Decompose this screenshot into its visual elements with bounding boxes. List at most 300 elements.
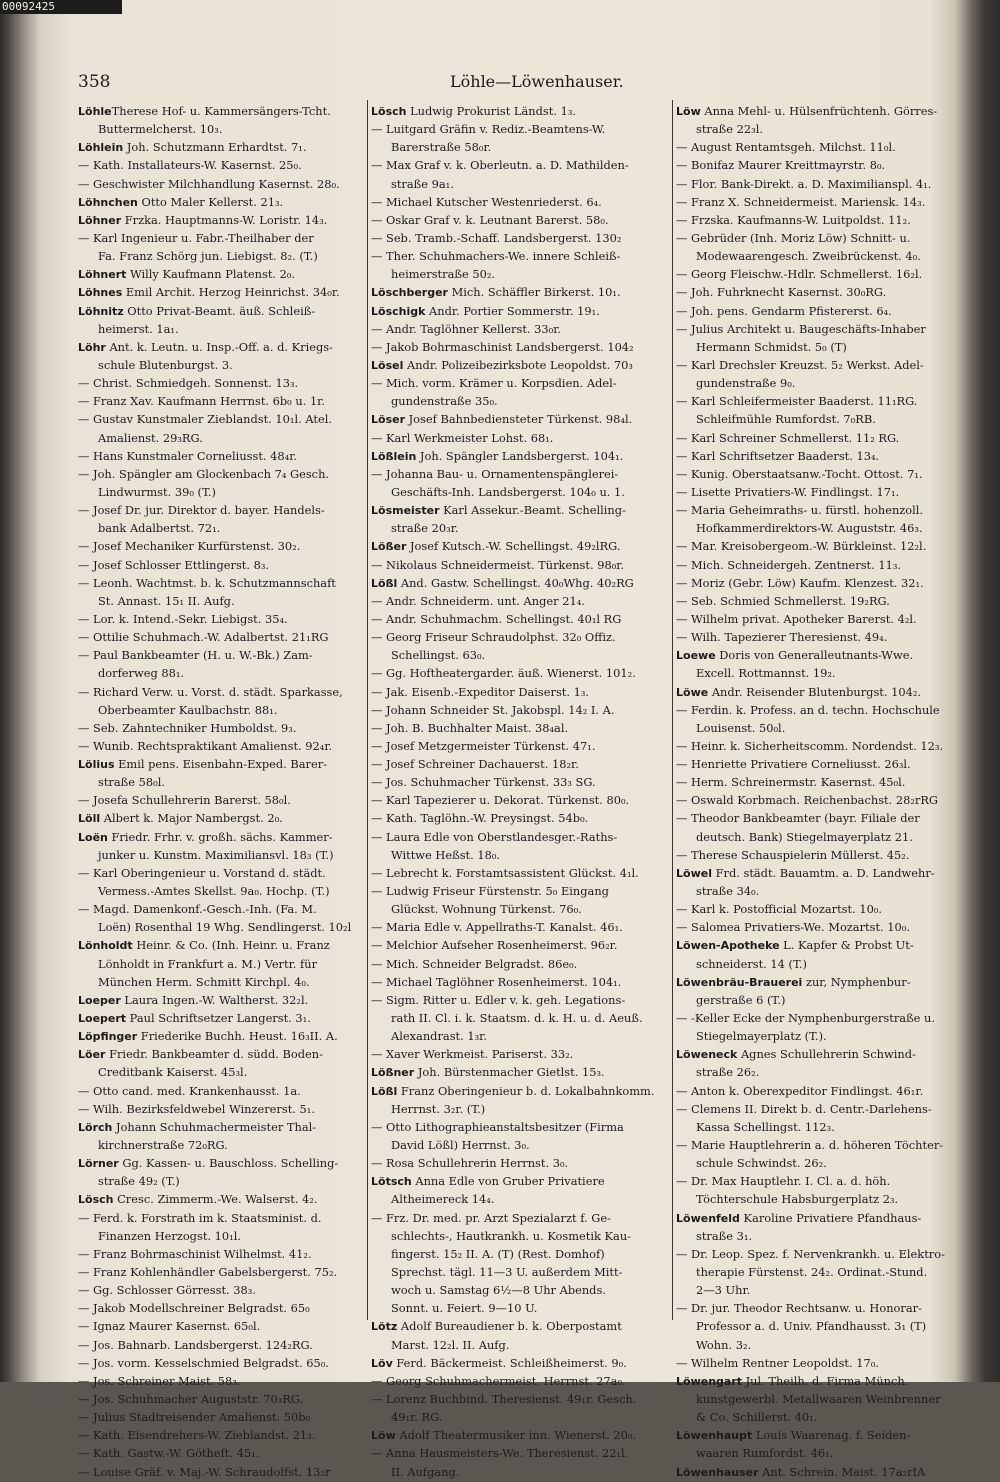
entry-subentry: — Salomea Privatiers-We. Mozartst. 10₀. [676,920,910,935]
entry-continuation: Barerstraße 58₀r. [391,140,492,155]
entry-headline [371,283,659,301]
entry-subentry: — Julius Architekt u. Baugeschäfts-Inhaber [676,321,926,336]
entry-subentry: — Max Graf v. k. Oberleutn. a. D. Mathilden- [371,158,629,173]
surname-heading: Löer [78,1048,106,1062]
entry-text: Emil pens. Eisenbahn-Exped. Barer- [114,757,328,772]
surname-heading: Lößer [371,540,407,554]
entry-subentry: — Karl Schleifermeister Baaderst. 11₁RG. [676,394,918,409]
entry-continuation: Alexandrast. 1₃r. [391,1029,487,1044]
entry-headline [371,356,659,374]
entry-subentry: — Franz Bohrmaschinist Wilhelmst. 41₂. [78,1246,312,1261]
entry-continuation: waaren Rumfordst. 46₁. [696,1446,834,1461]
entry-subentry: — Ferdin. k. Profess. an d. techn. Hochschule [676,702,940,717]
entry-text: Doris von Generalleutnants-Wwe. [715,648,914,663]
entry-text: zur, Nymphenbur- [802,974,911,989]
surname-heading: Löhnchen [78,195,138,209]
entry-subentry: — Franz X. Schneidermeist. Mariensk. 14₃. [676,194,926,209]
entry-subentry: — Joh. B. Buchhalter Maist. 38₄al. [371,720,569,735]
entry-subentry: — Jos. vorm. Kesselschmied Belgradst. 65₀. [78,1355,329,1370]
entry-continuation: Schleifmühle Rumfordst. 7₀RB. [696,412,876,427]
surname-heading: Löwen-Apotheke [676,939,780,953]
entry-subentry: — Maria Edle v. Appellraths-T. Kanalst. 46₁. [371,920,623,935]
entry-subentry: — -Keller Ecke der Nymphenburgerstraße u. [676,1011,935,1026]
entry-subentry: — Wilhelm privat. Apotheker Barerst. 4₂l. [676,611,917,626]
entry-headline [676,683,964,701]
entry-text: L. Kapfer & Probst Ut- [779,938,914,953]
entry-subentry: — Lor. k. Intend.-Sekr. Liebigst. 35₄. [78,611,288,626]
entry-headline [371,1172,659,1190]
surname-heading: Lösch [371,105,407,118]
entry-headline [78,1190,366,1208]
entry-headline [78,102,366,120]
entry-text: Agnes Schullehrerin Schwind- [737,1047,916,1062]
entry-headline [676,1463,964,1481]
entry-subentry: — Georg Friseur Schraudolphst. 32₀ Offiz. [371,630,616,645]
entry-continuation: kirchnerstraße 72₀RG. [98,1138,228,1153]
entry-continuation: straße 58₀l. [98,775,165,790]
entry-subentry: — Karl k. Postofficial Mozartst. 10₀. [676,902,882,917]
entry-subentry: — Mar. Kreisobergeom.-W. Bürkleinst. 12₂l. [676,539,927,554]
entry-text: And. Gastw. Schellingst. 40₀Whg. 40₂RG [397,575,634,590]
entry-subentry: — Maria Geheimraths- u. fürstl. hohenzoll. [676,503,924,518]
entry-continuation: Louisenst. 50₀l. [696,720,786,735]
entry-headline [371,574,659,592]
entry-continuation: straße 9a₁. [391,176,454,191]
entry-subentry: — Anna Hausmeisters-We. Theresienst. 22₁l. [371,1446,629,1461]
entry-text: Adolf Bureaudiener b. k. Oberpostamt [397,1319,622,1334]
surname-heading: Lößl [371,1084,398,1098]
entry-subentry: — Mich. Schneidergeh. Zentnerst. 11₃. [676,557,902,572]
entry-continuation: & Co. Schillerst. 40₁. [696,1410,818,1425]
entry-continuation: gundenstraße 35₀. [391,394,498,409]
entry-subentry: — Wilh. Bezirksfeldwebel Winzererst. 5₁. [78,1101,315,1116]
entry-text: Adolf Theatermusiker inn. Wienerst. 20₀. [395,1428,637,1443]
entry-subentry: — Jos. Schuhmacher Auguststr. 70₃RG. [78,1391,304,1406]
entry-continuation: straße 26₂. [696,1065,760,1080]
entry-subentry: — Rosa Schullehrerin Herrnst. 3₀. [371,1156,569,1171]
entry-subentry: — Dr. jur. Theodor Rechtsanw. u. Honorar- [676,1301,922,1316]
surname-heading: Löhner [78,213,122,227]
entry-subentry: — Johann Schneider St. Jakobspl. 14₂ I. A. [371,702,615,717]
entry-continuation: straße 22₃l. [696,122,763,137]
entry-subentry: — Ignaz Maurer Kasernst. 65₀l. [78,1319,261,1334]
entry-subentry: — Xaver Werkmeist. Pariserst. 33₂. [371,1047,574,1062]
entry-continuation: schlechts-, Hautkrankh. u. Kosmetik Kau- [391,1228,632,1243]
entry-subentry: — Josef Schreiner Dachauerst. 18₂r. [371,757,579,772]
entry-headline [78,1154,366,1172]
entry-subentry: — Therese Schauspielerin Müllerst. 45₂. [676,847,910,862]
entry-continuation: schule Blutenburgst. 3. [98,357,233,372]
entry-subentry: — August Rentamtsgeh. Milchst. 11₀l. [676,140,896,155]
entry-subentry: — Kath. Installateurs-W. Kasernst. 25₀. [78,158,302,173]
entry-subentry: — Gustav Kunstmaler Zieblandst. 10₁l. Atel. [78,412,332,427]
entry-subentry: — Lisette Privatiers-W. Findlingst. 17₁. [676,484,900,499]
entry-subentry: — Jakob Bohrmaschinist Landsbergerst. 104₂ [371,339,634,354]
entry-text: Jul. Theilh. d. Firma Münch. [742,1373,909,1388]
entry-text: Mich. Schäffler Birkerst. 10₁. [447,285,621,300]
surname-heading: Löw [371,1429,396,1443]
entry-continuation: Marst. 12₂l. II. Aufg. [391,1337,510,1352]
entry-headline [371,501,659,519]
surname-heading: Löhle [78,105,112,118]
entry-continuation: David Lößl) Herrnst. 3₀. [391,1138,530,1153]
entry-subentry: — Kath. Taglöhn.-W. Preysingst. 54b₀. [371,811,589,826]
entry-subentry: — Magd. Damenkonf.-Gesch.-Inh. (Fa. M. [78,902,317,917]
entry-text: Joh. Schutzmann Erhardtst. 7₁. [123,140,307,155]
entry-subentry: — Josefa Schullehrerin Barerst. 58₀l. [78,793,291,808]
entry-continuation: straße 20₃r. [391,521,459,536]
entry-continuation: heimerstraße 50₂. [391,267,496,282]
entry-subentry: — Karl Schriftsetzer Baaderst. 13₄. [676,448,880,463]
entry-subentry: — Melchior Aufseher Rosenheimerst. 96₂r. [371,938,618,953]
entry-text: Ant. Schrein. Maist. 17a₂rIA [758,1464,926,1479]
entry-headline [371,1354,659,1372]
entry-subentry: — Joh. Fuhrknecht Kasernst. 30₀RG. [676,285,887,300]
entry-subentry: — Otto cand. med. Krankenhausst. 1a. [78,1083,301,1098]
entry-headline [78,338,366,356]
entry-text: Franz Oberingenieur b. d. Lokalbahnkomm. [397,1083,655,1098]
entry-text: Ant. k. Leutn. u. Insp.-Off. a. d. Kriegs- [105,339,333,354]
entry-text: Gg. Kassen- u. Bauschloss. Schelling- [118,1156,339,1171]
surname-heading: Löweneck [676,1048,738,1062]
entry-continuation: Excell. Rottmannst. 19₂. [696,666,836,681]
entry-subentry: — Moriz (Gebr. Löw) Kaufm. Klenzest. 32₁. [676,575,924,590]
entry-subentry: — Michael Kutscher Westenriederst. 6₄. [371,194,602,209]
surname-heading: Löpfinger [78,1030,138,1044]
entry-headline [676,1372,964,1390]
surname-heading: Lösmeister [371,504,440,518]
entry-headline [676,102,964,120]
entry-continuation: schneiderst. 14 (T.) [696,956,807,971]
entry-text: Otto Privat-Beamt. äuß. Schleiß- [123,303,316,318]
scan-id-label: 00092425 [0,0,122,14]
entry-subentry: — Georg Fleischw.-Hdlr. Schmellerst. 16₂l. [676,267,923,282]
surname-heading: Löwenhaupt [676,1429,753,1443]
column-rule [672,100,673,1320]
entry-headline [371,1426,659,1444]
entry-subentry: — Karl Drechsler Kreuzst. 5₂ Werkst. Adel- [676,357,924,372]
entry-headline [676,1209,964,1227]
entry-headline [371,1082,659,1100]
entry-subentry: — Seb. Schmied Schmellerst. 19₂RG. [676,593,890,608]
entry-continuation: Hofkammerdirektors-W. Auguststr. 46₃. [696,521,923,536]
entry-subentry: — Jos. Bahnarb. Landsbergerst. 124₂RG. [78,1337,313,1352]
surname-heading: Löwenfeld [676,1211,740,1225]
page-number: 358 [78,72,111,92]
entry-headline [371,447,659,465]
entry-text: Joh. Spängler Landsbergerst. 104₁. [416,448,624,463]
entry-subentry: — Jak. Eisenb.-Expeditor Daiserst. 1₃. [371,684,590,699]
entry-subentry: — Johanna Bau- u. Ornamentenspänglerei- [371,466,619,481]
entry-headline [78,1118,366,1136]
entry-continuation: Hermann Schmidst. 5₀ (T) [696,339,847,354]
entry-continuation: Finanzen Herzogst. 10₁l. [98,1228,241,1243]
entry-subentry: — Geschwister Milchhandlung Kasernst. 28₀. [78,176,340,191]
entry-continuation: 49₁r. RG. [391,1410,443,1425]
directory-column-3 [676,102,964,1479]
running-head: Löhle—Löwenhauser. [450,72,624,91]
surname-heading: Lörner [78,1157,119,1171]
entry-text: Frzka. Hauptmanns-W. Loristr. 14₃. [121,212,328,227]
entry-subentry: — Hans Kunstmaler Corneliusst. 48₄r. [78,448,298,463]
entry-text: Albert k. Major Nambergst. 2₀. [100,811,283,826]
entry-subentry: — Oswald Korbmach. Reichenbachst. 28₂rRG [676,793,939,808]
entry-text: Josef Bahnbediensteter Türkenst. 98₄l. [405,412,633,427]
surname-heading: Lößl [371,576,398,590]
entry-headline [371,1063,659,1081]
surname-heading: Lößlein [371,449,417,463]
entry-continuation: straße 49₂ (T.) [98,1174,180,1189]
entry-continuation: woch u. Samstag 6½—8 Uhr Abends. [391,1283,606,1298]
surname-heading: Löwel [676,866,712,880]
surname-heading: Löhr [78,340,106,354]
surname-heading: Lösel [371,358,404,372]
entry-continuation: kunstgewerbl. Metallwaaren Weinbrenner [696,1391,941,1406]
entry-headline [78,809,366,827]
entry-subentry: — Gg. Schlosser Görresst. 38₃. [78,1283,256,1298]
entry-continuation: therapie Fürstenst. 24₂. Ordinat.-Stund. [696,1265,928,1279]
entry-text: Willy Kaufmann Platenst. 2₀. [126,267,296,282]
entry-continuation: Modewaarengesch. Zweibrückenst. 4₀. [696,249,921,264]
entry-continuation: Herrnst. 3₂r. (T.) [391,1101,486,1116]
entry-subentry: — Gg. Hoftheatergarder. äuß. Wienerst. 101₂. [371,666,636,681]
entry-continuation: Kassa Schellingst. 112₃. [696,1119,835,1134]
column-rule [367,100,368,1320]
entry-headline [78,1027,366,1045]
entry-subentry: — Wilhelm Rentner Leopoldst. 17₀. [676,1355,879,1370]
entry-subentry: — Henriette Privatiere Corneliusst. 26₃l. [676,757,911,772]
entry-headline [78,991,366,1009]
entry-subentry: — Joh. Spängler am Glockenbach 7₄ Gesch. [78,466,330,481]
surname-heading: Löwenhauser [676,1465,759,1479]
entry-subentry: — Dr. Leop. Spez. f. Nervenkrankh. u. Elektro- [676,1246,945,1261]
entry-text: Ferd. Bäckermeist. Schleißheimerst. 9₀. [392,1355,627,1370]
surname-heading: Löwe [676,685,709,699]
entry-subentry: — Josef Schlosser Ettlingerst. 8₃. [78,557,270,572]
entry-text: Andr. Reisender Blutenburgst. 104₂. [708,684,922,699]
surname-heading: Löv [371,1356,393,1370]
entry-headline [78,1045,366,1063]
surname-heading: Löser [371,413,405,427]
entry-headline [371,410,659,428]
entry-subentry: — Kath. Gastw.-W. Götheſt. 45₁. [78,1446,260,1461]
surname-heading: Löll [78,812,101,826]
entry-text: Karoline Privatiere Pfandhaus- [739,1210,922,1225]
entry-subentry: — Josef Dr. jur. Direktor d. bayer. Handels- [78,503,325,518]
entry-continuation: gundenstraße 9₀. [696,376,796,391]
entry-subentry: — Nikolaus Schneidermeist. Türkenst. 98₀r. [371,557,625,572]
entry-continuation: fingerst. 15₂ II. A. (T) (Rest. Domhof) [391,1246,605,1261]
entry-subentry: — Wilh. Tapezierer Theresienst. 49₄. [676,630,888,645]
entry-continuation: heimerst. 1a₁. [98,321,179,336]
entry-subentry: — Herm. Schreinermstr. Kasernst. 45₀l. [676,775,906,790]
entry-subentry: — Karl Ingenieur u. Fabr.-Theilhaber der [78,230,314,245]
surname-heading: Löw [676,105,701,118]
entry-continuation: St. Annast. 15₁ II. Aufg. [98,593,235,608]
entry-text: Emil Archit. Herzog Heinrichst. 34₀r. [122,285,340,300]
entry-continuation: Altheimereck 14₄. [391,1192,495,1207]
entry-headline [676,936,964,954]
entry-text: Therese Hof- u. Kammersängers-Tcht. [111,104,331,118]
entry-continuation: rath II. Cl. i. k. Staatsm. d. k. H. u. d. Aeuß. [391,1011,643,1026]
entry-subentry: — Lebrecht k. Forstamtsassistent Glückst. 4₁l. [371,865,639,880]
surname-heading: Lötz [371,1320,398,1334]
entry-continuation: Stiegelmayerplatz (T.). [696,1029,827,1044]
entry-subentry: — Ottilie Schuhmach.-W. Adalbertst. 21₁RG [78,630,329,645]
entry-headline [676,973,964,991]
surname-heading: Löhnert [78,268,127,282]
entry-subentry: — Luitgard Gräfin v. Rediz.-Beamtens-W. [371,122,606,137]
entry-subentry: — Bonifaz Maurer Kreittmayrstr. 8₀. [676,158,886,173]
entry-subentry: — Ludwig Friseur Fürstenstr. 5₀ Eingang [371,884,609,899]
entry-subentry: — Lorenz Buchbind. Theresienst. 49₁r. Gesch. [371,1391,637,1406]
surname-heading: Lötsch [371,1175,412,1189]
entry-headline [78,302,366,320]
entry-continuation: II. Aufgang. [391,1464,460,1479]
entry-headline [78,828,366,846]
entry-continuation: bank Adalbertst. 72₁. [98,521,221,536]
entry-continuation: Töchterschule Habsburgerplatz 2₃. [696,1192,899,1207]
entry-subentry: — Paul Bankbeamter (H. u. W.-Bk.) Zam- [78,648,313,663]
entry-subentry: — Flor. Bank-Direkt. a. D. Maximilianspl. 4₁. [676,176,932,191]
entry-subentry: — Joh. pens. Gendarm Pfistererst. 6₄. [676,303,892,318]
entry-subentry: — Theodor Bankbeamter (bayr. Filiale der [676,811,920,826]
entry-subentry: — Karl Oberingenieur u. Vorstand d. städt. [78,865,326,880]
entry-headline [78,138,366,156]
surname-heading: Löhlein [78,141,124,155]
entry-continuation: Amalienst. 29₃RG. [98,430,203,445]
entry-subentry: — Andr. Schuhmachm. Schellingst. 40₁l RG [371,611,622,626]
entry-subentry: — Kunig. Oberstaatsanw.-Tocht. Ottost. 7₁. [676,466,923,481]
entry-subentry: — Heinr. k. Sicherheitscomm. Nordendst. 12₃. [676,738,944,753]
entry-subentry: — Sigm. Ritter u. Edler v. k. geh. Legations- [371,992,626,1007]
entry-text: Laura Ingen.-W. Waltherst. 32₂l. [120,992,309,1007]
entry-subentry: — Josef Metzgermeister Türkenst. 47₁. [371,738,596,753]
entry-text: Friederike Buchh. Heust. 16₃II. A. [137,1029,338,1044]
entry-subentry: — Mich. Schneider Belgradst. 86e₀. [371,956,578,971]
entry-subentry: — Seb. Zahntechniker Humboldst. 9₃. [78,720,297,735]
entry-headline [371,537,659,555]
surname-heading: Lößner [371,1066,415,1080]
entry-headline [371,102,659,120]
entry-text: Ludwig Prokurist Ländst. 1₃. [406,104,577,118]
entry-text: Andr. Portier Sommerstr. 19₁. [425,303,600,318]
entry-continuation: Professor a. d. Univ. Pfandhausst. 3₁ (T) [696,1319,927,1334]
entry-continuation: Loën) Rosenthal 19 Whg. Sendlingerst. 10₂l [98,920,352,935]
entry-text: Otto Maler Kellerst. 21₃. [137,194,284,209]
entry-subentry: — Ferd. k. Forstrath im k. Staatsminist. d. [78,1210,322,1225]
entry-text: Karl Assekur.-Beamt. Schelling- [439,503,626,518]
entry-continuation: Fa. Franz Schörg jun. Liebigst. 8₂. (T.) [98,249,318,264]
entry-text: Joh. Bürstenmacher Gietlst. 15₃. [414,1065,605,1080]
surname-heading: Löwenbräu-Brauerei [676,975,803,989]
entry-subentry: — Michael Taglöhner Rosenheimerst. 104₁. [371,974,622,989]
entry-subentry: — Ther. Schuhmachers-We. innere Schleiß- [371,249,621,264]
entry-subentry: — Andr. Taglöhner Kellerst. 33₀r. [371,321,562,336]
entry-text: Andr. Polizeibezirksbote Leopoldst. 70₃ [403,357,633,372]
entry-headline [78,193,366,211]
entry-subentry: — Richard Verw. u. Vorst. d. städt. Sparkasse, [78,684,343,699]
surname-heading: Loepert [78,1012,127,1026]
entry-headline [676,864,964,882]
directory-column-1 [78,102,366,1479]
entry-continuation: Wohn. 3₂. [696,1337,752,1352]
entry-headline [371,302,659,320]
entry-continuation: Vermess.-Amtes Skellst. 9a₀. Hochp. (T.) [98,884,330,899]
entry-headline [78,936,366,954]
surname-heading: Löschigk [371,304,426,318]
entry-continuation: Schellingst. 63₀. [391,648,486,663]
entry-headline [676,646,964,664]
entry-headline [676,1426,964,1444]
surname-heading: Lönholdt [78,939,133,953]
surname-heading: Loewe [676,649,716,663]
entry-subentry: — Franz Kohlenhändler Gabelsbergerst. 75₂. [78,1265,338,1279]
entry-continuation: straße 3₁. [696,1228,753,1243]
entry-subentry: — Otto Lithographieanstaltsbesitzer (Firma [371,1119,624,1134]
surname-heading: Loën [78,830,108,844]
entry-headline [78,265,366,283]
entry-continuation: Buttermelcherst. 10₃. [98,122,223,137]
entry-continuation: Oberbeamter Kaulbachstr. 88₁. [98,702,278,717]
entry-subentry: — Marie Hauptlehrerin a. d. höheren Töchter- [676,1138,944,1153]
entry-continuation: Geschäfts-Inh. Landsbergerst. 104₀ u. 1. [391,484,625,499]
entry-text: Frd. städt. Bauamtm. a. D. Landwehr- [711,865,935,880]
entry-continuation: Creditbank Kaiserst. 45₃l. [98,1065,248,1080]
surname-heading: Loeper [78,993,121,1007]
entry-continuation: Glückst. Wohnung Türkenst. 76₀. [391,902,582,917]
entry-subentry: — Kath. Eisendrehers-W. Zieblandst. 21₃. [78,1428,316,1443]
entry-subentry: — Georg Schuhmachermeist. Herrnst. 27a₀. [371,1373,626,1388]
entry-subentry: — Mich. vorm. Krämer u. Korpsdien. Adel- [371,376,617,391]
entry-subentry: — Karl Tapezierer u. Dekorat. Türkenst. 80₀. [371,793,630,808]
entry-text: Anna Edle von Gruber Privatiere [411,1174,605,1189]
entry-continuation: dorferweg 88₁. [98,666,185,681]
directory-column-2 [371,102,659,1479]
entry-subentry: — Jakob Modellschreiner Belgradst. 65₀ [78,1301,310,1316]
surname-heading: Lörch [78,1120,113,1134]
entry-continuation: straße 34₀. [696,884,760,899]
entry-text: Friedr. Bankbeamter d. südd. Boden- [105,1047,323,1062]
entry-text: Paul Schriftsetzer Langerst. 3₁. [126,1011,311,1026]
entry-subentry: — Dr. Max Hauptlehr. I. Cl. a. d. höh. [676,1174,891,1189]
entry-text: Johann Schuhmachermeister Thal- [112,1119,317,1134]
entry-continuation: junker u. Kunstm. Maximiliansvl. 18₃ (T.) [98,847,334,862]
entry-subentry: — Jos. Schuhmacher Türkenst. 33₃ SG. [371,775,596,790]
entry-headline [78,211,366,229]
entry-subentry: — Josef Mechaniker Kurfürstenst. 30₂. [78,539,301,554]
entry-headline [78,1009,366,1027]
entry-subentry: — Julius Stadtreisender Amalienst. 50b₀ [78,1410,311,1425]
entry-continuation: Sprechst. tägl. 11—3 U. außerdem Mitt- [391,1265,623,1279]
entry-text: Heinr. & Co. (Inh. Heinr. u. Franz [132,938,330,953]
entry-subentry: — Jos. Schreiner Maist. 58₃. [78,1373,241,1388]
surname-heading: Löhnitz [78,304,124,318]
entry-continuation: gerstraße 6 (T.) [696,992,786,1007]
entry-text: Louis Waarenag. f. Seiden- [752,1428,911,1443]
entry-subentry: — Clemens II. Direkt b. d. Centr.-Darlehens- [676,1101,932,1116]
entry-subentry: — Gebrüder (Inh. Moriz Löw) Schnitt- u. [676,230,911,245]
entry-subentry: — Laura Edle von Oberstlandesger.-Raths- [371,829,618,844]
entry-continuation: Wittwe Heßst. 18₀. [391,847,501,862]
surname-heading: Löschberger [371,286,448,300]
surname-heading: Löhnes [78,286,123,300]
entry-continuation: Lindwurmst. 39₀ (T.) [98,484,216,499]
entry-subentry: — Leonh. Wachtmst. b. k. Schutzmannschaft [78,575,336,590]
entry-text: Anna Mehl- u. Hülsenfrüchtenh. Görres- [700,104,938,118]
entry-subentry: — Andr. Schneiderm. unt. Anger 21₄. [371,593,585,608]
entry-continuation: München Herm. Schmitt Kirchpl. 4₀. [98,974,310,989]
